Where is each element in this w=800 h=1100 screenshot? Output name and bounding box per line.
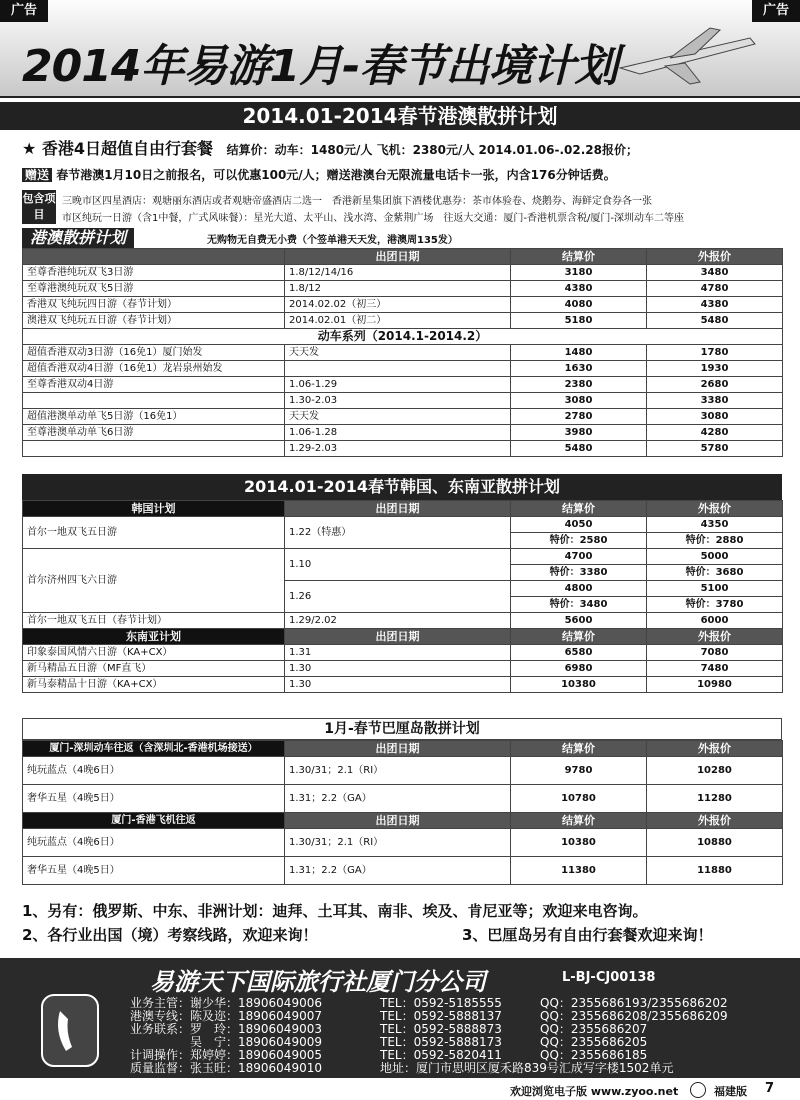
section1-title: 2014.01-2014春节港澳散拼计划 (0, 102, 800, 130)
contact-list: 业务主管：谢少华：18906049006 TEL：0592-5185555 QQ：2355686193/2355686202 港澳专线：陈及迩：18906049007 TEL：0592-5888137 QQ：2355686208/2355686209 业务联系：罗 玲：18906049003 TEL：0592-5888873 QQ：2355686207 吴 宁：18906049009 TEL：0592-5888173 QQ：2355686205 计调操作：郑婷婷：18906049005 TEL：0592-5820411 QQ：2355686185 质量监督：张玉旺：18906049010 地址：厦门市思明区厦禾路839号汇成写字楼1502单元 (130, 996, 728, 1075)
table-row: 新马泰精品十日游（KA+CX） 1.30 10380 10980 (23, 677, 783, 693)
section3-title: 1月-春节巴厘岛散拼计划 (22, 718, 782, 740)
table-row: 新马精品五日游（MF直飞） 1.30 6980 7480 (23, 661, 783, 677)
note-2: 2、各行业出国（境）考察线路，欢迎来询！ (22, 926, 318, 944)
page-footer (0, 1080, 800, 1100)
phone-icon (40, 993, 100, 1068)
hk-macau-table: 港澳散拼计划 无购物无自费无小费（个签单港天天发，港澳周135发） 出团日期 结算价 外报价 至尊香港纯玩双飞3日游 1.8/12/14/16 3180 3480 至尊港澳纯玩双飞5日游 1.8/12 4380 4780 香港双飞纯玩四日游（春节计划） 2014.02.02（初三） 4080 4380 澳港双飞纯玩五日游（春节计划） 2014.02.01（初二） 5180 5480 动车系列（2014.1-2014.2） 超值香港双动3日游（16免1）厦门始发 天天发 1480 1780 超值香港双动4日游（16免1）龙岩泉州始发 1630 1930 至尊香港双动4日游 1.06-1.29 2380 2680 1.30-2.03 3080 3380 超值港澳单动单飞5日游（16免1） 天天发 2780 3080 至尊港澳单动单飞6日游 1.06-1.28 3980 4280 1.29-2.03 5480 5780 (22, 228, 782, 457)
table-row: 1.30-2.03 3080 3380 (23, 393, 783, 409)
header-banner (0, 0, 800, 98)
table-row: 1.29-2.03 5480 5780 (23, 441, 783, 457)
ad-tag-right: 广告 (752, 0, 800, 22)
airplane-icon (610, 18, 760, 88)
table-row: 至尊香港纯玩双飞3日游 1.8/12/14/16 3180 3480 (23, 265, 783, 281)
gift-line (22, 166, 792, 183)
table-row: 超值香港双动3日游（16免1）厦门始发 天天发 1480 1780 (23, 345, 783, 361)
hk-package-price: 结算价：动车：1480元/人 飞机：2380元/人 2014.01.06-.02.28报价； (226, 143, 638, 157)
table-row: 纯玩蓝点（4晚6日） 1.30/31；2.1（RI） 10380 10880 (23, 829, 783, 857)
table-row: 首尔一地双飞五日游 1.22（特惠） 4050 4350 (23, 517, 783, 533)
korea-sea-table: 2014.01-2014春节韩国、东南亚散拼计划 韩国计划 出团日期 结算价 外报价 首尔一地双飞五日游 1.22（特惠） 4050 4350 特价：2580 特价：2880 首尔济州四飞六日游 1.10 4700 5000 特价：3380 特价：3680 1.26 4800 5100 特价：3480 特价：3780 首尔一地双飞五日（春节计划） 1.29/2.02 5600 6000 东南亚计划 出团日期 结算价 外报价 印象泰国风情六日游（KA+CX） 1.31 6580 7080 新马精品五日游（MF直飞） 1.30 6980 7480 新马泰精品十日游（KA+CX） 1.30 10380 10980 (22, 474, 782, 693)
bali-table: 1月-春节巴厘岛散拼计划 厦门-深圳动车往返（含深圳北-香港机场接送） 出团日期 结算价 外报价 纯玩蓝点（4晚6日） 1.30/31；2.1（RI） 9780 10280 奢华五星（4晚5日） 1.31；2.2（GA） 10780 11280 厦门-香港飞机往返 出团日期 结算价 外报价 纯玩蓝点（4晚6日） 1.30/31；2.1（RI） 10380 10880 奢华五星（4晚5日） 1.31；2.2（GA） 11380 11880 (22, 718, 782, 885)
dongche-title: 动车系列（2014.1-2014.2） (23, 329, 783, 345)
note-1: 1、另有：俄罗斯、中东、非洲计划：迪拜、土耳其、南非、埃及、肯尼亚等；欢迎来电咨询。 (22, 902, 648, 920)
table-row: 超值港澳单动单飞5日游（16免1） 天天发 2780 3080 (23, 409, 783, 425)
table-row: 超值香港双动4日游（16免1）龙岩泉州始发 1630 1930 (23, 361, 783, 377)
gift-label: 赠送 (22, 168, 52, 182)
logo-icon (690, 1082, 706, 1098)
site-link[interactable]: 欢迎浏览电子版 www.zyoo.net (510, 1085, 679, 1098)
table-row: 至尊港澳纯玩双飞5日游 1.8/12 4380 4780 (23, 281, 783, 297)
table-row: 印象泰国风情六日游（KA+CX） 1.31 6580 7080 (23, 645, 783, 661)
page-title: 2014年易游1月-春节出境计划 (22, 41, 618, 92)
section2-title: 2014.01-2014春节韩国、东南亚散拼计划 (22, 474, 782, 500)
table-row: 纯玩蓝点（4晚6日） 1.30/31；2.1（RI） 9780 10280 (23, 757, 783, 785)
gift-text: 春节港澳1月10日之前报名，可以优惠100元/人；赠送港澳台无限流量电话卡一张，内含176分钟话费。 (56, 168, 616, 182)
edition-label: 福建版 (714, 1085, 747, 1098)
table-row: 澳港双飞纯玩五日游（春节计划） 2014.02.01（初二） 5180 5480 (23, 313, 783, 329)
company-name: 易游天下国际旅行社厦门分公司 (150, 968, 486, 996)
gangao-logo: 港澳散拼计划 (22, 228, 134, 248)
footer-contact (0, 958, 800, 1078)
gangao-note: 无购物无自费无小费（个签单港天天发，港澳周135发） (207, 235, 458, 246)
included-label: 包含项目 (22, 190, 56, 224)
note-3: 3、巴厘岛另有自由行套餐欢迎来询！ (462, 926, 713, 944)
included-line-2: 市区纯玩一日游（含1中餐，广式风味餐）：星光大道、太平山、浅水湾、金紫荆广场 往返大交通：厦门-香港机票含税/厦门-深圳动车二等座 (62, 213, 684, 224)
license-no: L-BJ-CJ00138 (562, 970, 656, 985)
included-line-1: 三晚市区四星酒店：观塘丽东酒店或者观塘帝盛酒店二选一 香港新星集团旗下酒楼优惠券：茶市体验卷、烧鹅券、海鲜定食券各一张 (62, 196, 652, 207)
ad-tag-left: 广告 (0, 0, 48, 22)
table-row: 首尔济州四飞六日游 1.10 4700 5000 (23, 549, 783, 565)
page-number: 7 (765, 1081, 775, 1096)
hk-package-title: ★ 香港4日超值自由行套餐 结算价：动车：1480元/人 飞机：2380元/人 2014.01.06-.02.28报价； (22, 139, 638, 158)
table-row: 奢华五星（4晚5日） 1.31；2.2（GA） 11380 11880 (23, 857, 783, 885)
table-row: 至尊港澳单动单飞6日游 1.06-1.28 3980 4280 (23, 425, 783, 441)
gangao-header (22, 228, 782, 248)
table-row: 首尔一地双飞五日（春节计划） 1.29/2.02 5600 6000 (23, 613, 783, 629)
table-row: 至尊香港双动4日游 1.06-1.29 2380 2680 (23, 377, 783, 393)
table-row: 奢华五星（4晚5日） 1.31；2.2（GA） 10780 11280 (23, 785, 783, 813)
table-row: 香港双飞纯玩四日游（春节计划） 2014.02.02（初三） 4080 4380 (23, 297, 783, 313)
